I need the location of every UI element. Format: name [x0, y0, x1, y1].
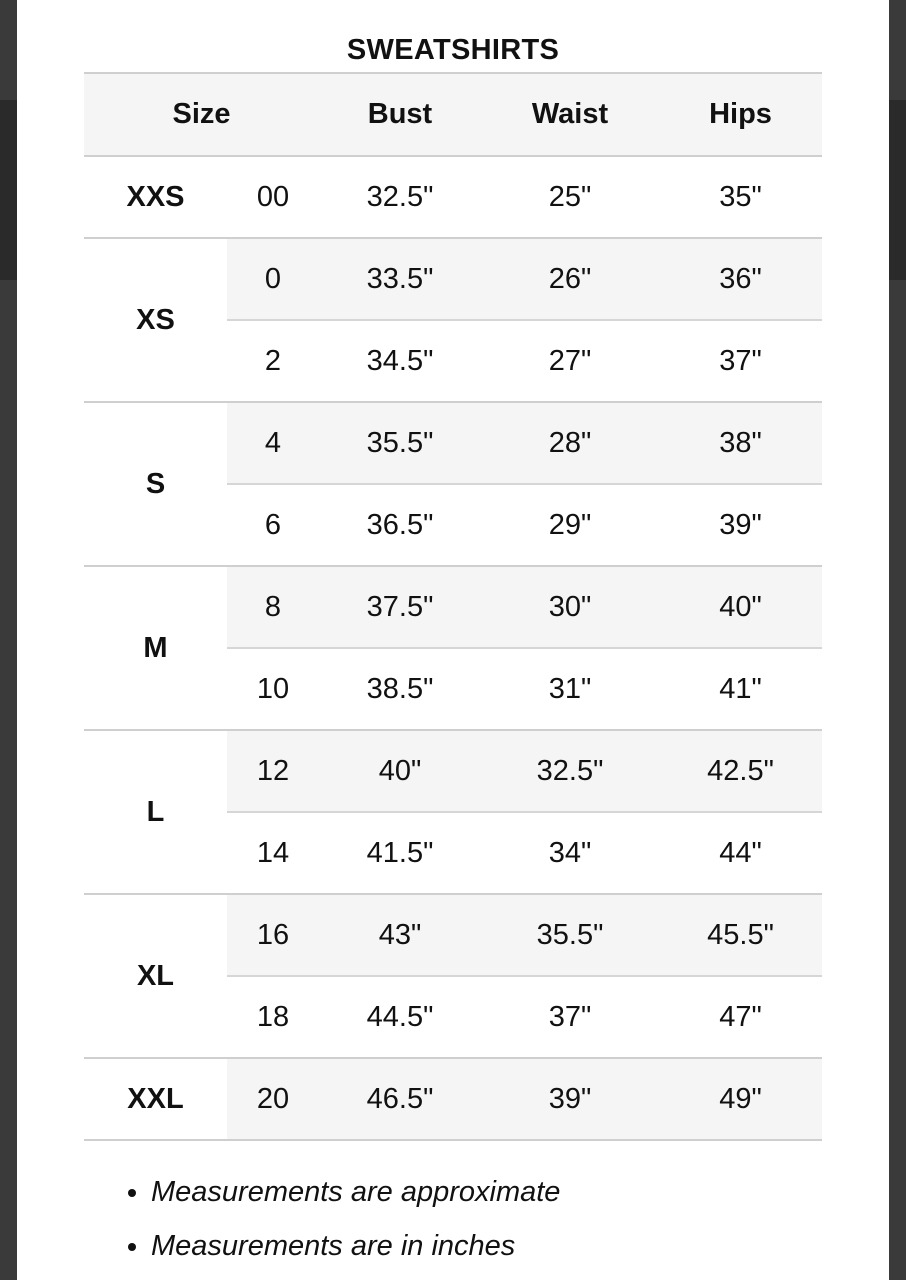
waist-value: 26" — [481, 238, 659, 320]
bust-value: 40" — [319, 730, 481, 812]
waist-value: 34" — [481, 812, 659, 894]
measurement-notes — [113, 1168, 560, 1276]
header-bust: Bust — [319, 73, 481, 156]
bust-value: 33.5" — [319, 238, 481, 320]
note-item: • Measurements are in inches — [151, 1222, 560, 1276]
waist-value: 31" — [481, 648, 659, 730]
size-number: 8 — [227, 566, 319, 648]
size-number: 2 — [227, 320, 319, 402]
waist-value: 37" — [481, 976, 659, 1058]
size-number: 00 — [227, 156, 319, 238]
size-label: L — [84, 730, 227, 894]
size-number: 16 — [227, 894, 319, 976]
size-label: M — [84, 566, 227, 730]
size-label: S — [84, 402, 227, 566]
hips-value: 40" — [659, 566, 822, 648]
size-number: 0 — [227, 238, 319, 320]
table-row — [84, 730, 822, 812]
bust-value: 38.5" — [319, 648, 481, 730]
size-number: 12 — [227, 730, 319, 812]
note-item: • Measurements are approximate — [151, 1168, 560, 1222]
header-size: Size — [84, 73, 319, 156]
bust-value: 43" — [319, 894, 481, 976]
hips-value: 47" — [659, 976, 822, 1058]
bust-value: 32.5" — [319, 156, 481, 238]
bust-value: 34.5" — [319, 320, 481, 402]
bust-value: 36.5" — [319, 484, 481, 566]
bust-value: 46.5" — [319, 1058, 481, 1140]
bust-value: 44.5" — [319, 976, 481, 1058]
table-row — [84, 1058, 822, 1140]
waist-value: 30" — [481, 566, 659, 648]
hips-value: 39" — [659, 484, 822, 566]
waist-value: 25" — [481, 156, 659, 238]
size-label: XL — [84, 894, 227, 1058]
size-chart-sheet — [17, 0, 889, 1280]
hips-value: 36" — [659, 238, 822, 320]
waist-value: 28" — [481, 402, 659, 484]
size-label: XS — [84, 238, 227, 402]
size-label: XXS — [84, 156, 227, 238]
hips-value: 49" — [659, 1058, 822, 1140]
table-row — [84, 894, 822, 976]
bust-value: 41.5" — [319, 812, 481, 894]
size-number: 14 — [227, 812, 319, 894]
size-label: XXL — [84, 1058, 227, 1140]
waist-value: 27" — [481, 320, 659, 402]
chart-title: SWEATSHIRTS — [346, 34, 560, 66]
size-number: 10 — [227, 648, 319, 730]
hips-value: 35" — [659, 156, 822, 238]
hips-value: 38" — [659, 402, 822, 484]
size-number: 18 — [227, 976, 319, 1058]
header-row — [84, 73, 822, 156]
bust-value: 35.5" — [319, 402, 481, 484]
waist-value: 29" — [481, 484, 659, 566]
waist-value: 39" — [481, 1058, 659, 1140]
table-row — [84, 566, 822, 648]
size-number: 4 — [227, 402, 319, 484]
table-row — [84, 156, 822, 238]
size-number: 6 — [227, 484, 319, 566]
hips-value: 37" — [659, 320, 822, 402]
header-hips: Hips — [659, 73, 822, 156]
waist-value: 32.5" — [481, 730, 659, 812]
table-row — [84, 238, 822, 320]
size-number: 20 — [227, 1058, 319, 1140]
hips-value: 41" — [659, 648, 822, 730]
hips-value: 42.5" — [659, 730, 822, 812]
table-row — [84, 402, 822, 484]
waist-value: 35.5" — [481, 894, 659, 976]
hips-value: 45.5" — [659, 894, 822, 976]
hips-value: 44" — [659, 812, 822, 894]
bust-value: 37.5" — [319, 566, 481, 648]
header-waist: Waist — [481, 73, 659, 156]
size-chart-table — [84, 72, 822, 1141]
